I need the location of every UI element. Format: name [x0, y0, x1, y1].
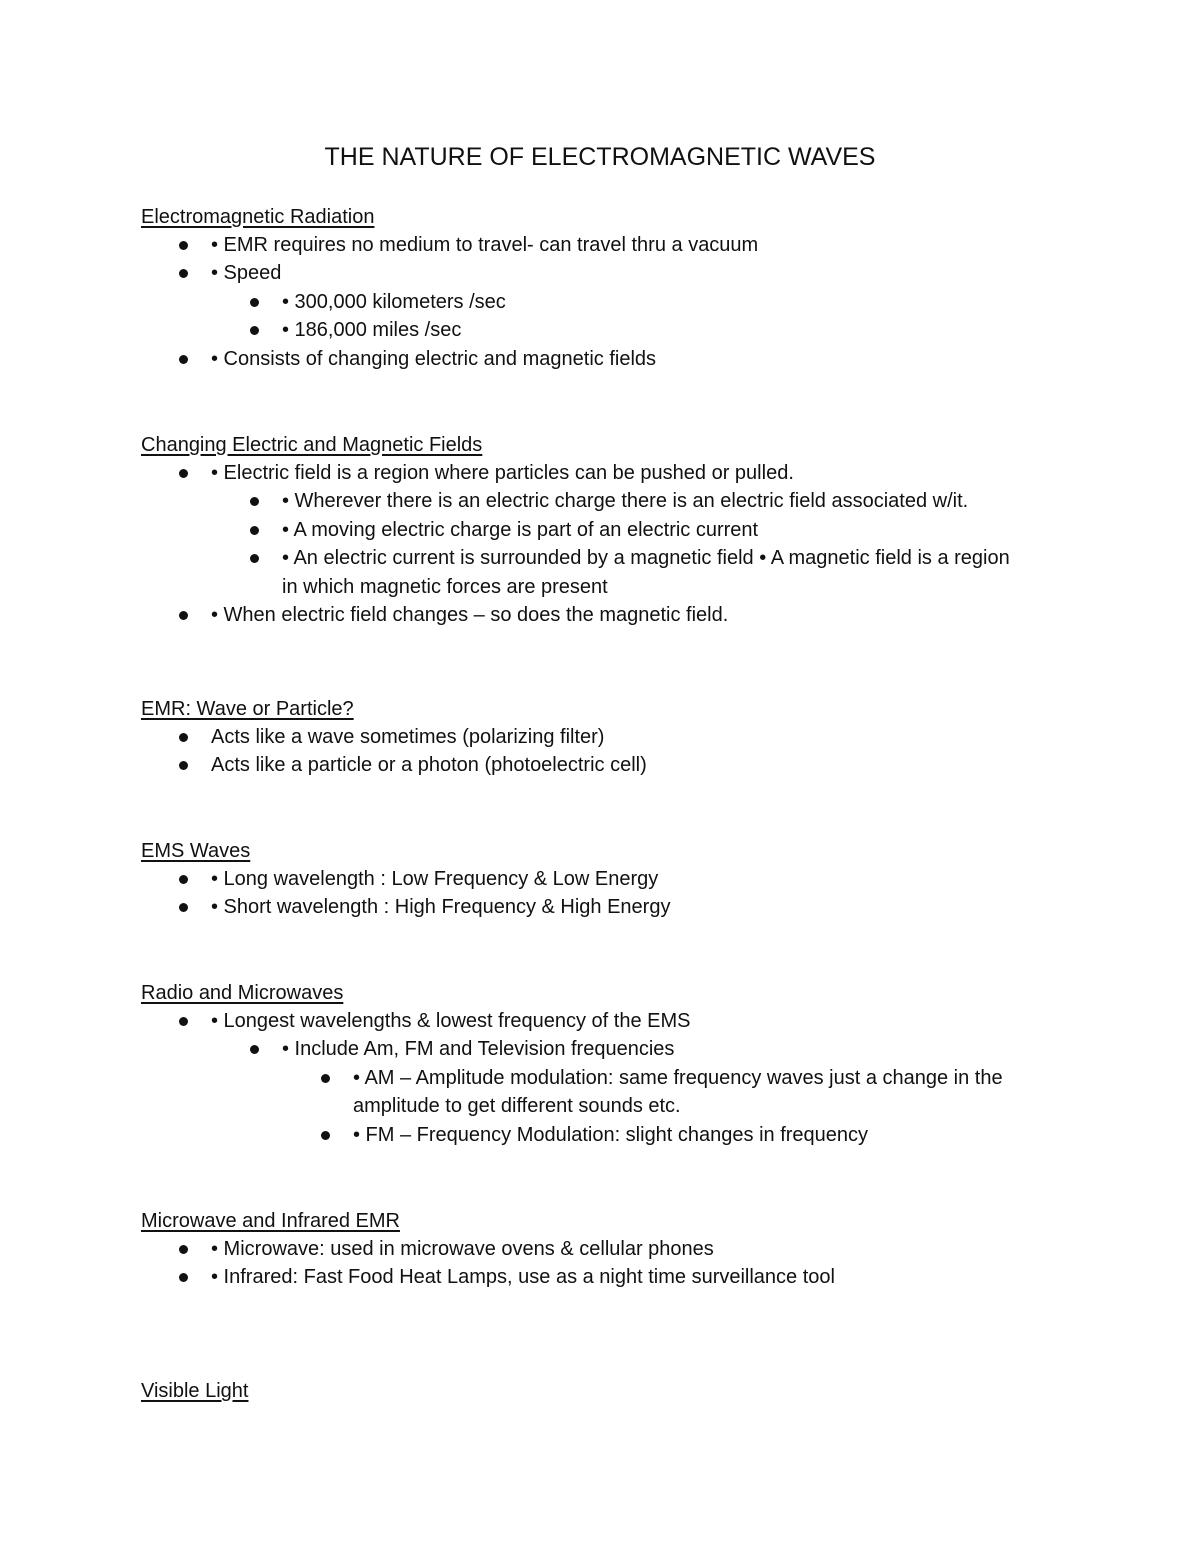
bullet-icon — [179, 1273, 188, 1282]
list-item-text: Acts like a wave sometimes (polarizing filter) — [211, 726, 605, 748]
bullet-icon — [250, 326, 259, 335]
list-item-text: • Infrared: Fast Food Heat Lamps, use as a night time surveillance tool — [211, 1266, 835, 1289]
list-item-text: • An electric current is surrounded by a magnetic field • A magnetic field is a region in which magnetic forces are present — [282, 547, 1010, 598]
bullet-icon — [179, 611, 188, 620]
list-item — [141, 487, 1081, 515]
bullet-icon — [179, 269, 188, 278]
list-item — [141, 751, 1081, 779]
list-item-text: • Electric field is a region where particles can be pushed or pulled. — [211, 462, 794, 484]
list-item-text: • Wherever there is an electric charge there is an electric field associated w/it. — [282, 490, 969, 513]
list-item-text: • Longest wavelengths & lowest frequency of the EMS — [211, 1010, 691, 1032]
list-item-text: • 186,000 miles /sec — [282, 319, 462, 342]
bullet-icon — [179, 469, 188, 478]
list-item-text: • AM – Amplitude modulation: same frequency waves just a change in the amplitude to get different sounds etc. — [353, 1066, 1003, 1118]
list-item-text: • Consists of changing electric and magnetic fields — [211, 347, 657, 370]
bullet-list — [141, 1007, 1081, 1149]
list-item — [141, 1007, 1081, 1035]
bullet-icon — [321, 1074, 330, 1083]
bullet-icon — [179, 761, 188, 770]
list-item-text: • FM – Frequency Modulation: slight changes in frequency — [353, 1123, 869, 1146]
bullet-icon — [321, 1131, 330, 1140]
list-item-text: • Microwave: used in microwave ovens & cellular phones — [211, 1238, 714, 1260]
list-item — [141, 231, 1081, 259]
section-radio-microwaves — [141, 979, 1081, 1149]
section-heading: EMR: Wave or Particle? — [141, 698, 354, 720]
bullet-icon — [179, 355, 188, 364]
section-visible-light — [141, 1377, 1081, 1405]
section-electromagnetic-radiation — [141, 203, 1081, 373]
list-item-text: • Speed — [211, 262, 282, 285]
bullet-icon — [250, 497, 259, 506]
bullet-list — [141, 865, 1081, 922]
bullet-list — [141, 231, 1081, 373]
list-item-text: • 300,000 kilometers /sec — [282, 290, 506, 313]
list-item — [141, 865, 1081, 893]
list-item — [141, 1235, 1081, 1263]
list-item-text: • EMR requires no medium to travel- can travel thru a vacuum — [211, 234, 759, 256]
bullet-icon — [250, 554, 259, 563]
section-wave-or-particle — [141, 695, 1081, 780]
page-title: THE NATURE OF ELECTROMAGNETIC WAVES — [324, 143, 876, 171]
list-item-text: • Short wavelength : High Frequency & High Energy — [211, 896, 671, 919]
bullet-list — [141, 723, 1081, 780]
bullet-icon — [250, 1045, 259, 1054]
bullet-icon — [179, 903, 188, 912]
list-item — [141, 1263, 1081, 1291]
section-heading: Microwave and Infrared EMR — [141, 1210, 400, 1232]
bullet-icon — [179, 241, 188, 250]
bullet-icon — [250, 298, 259, 307]
list-item-text: • When electric field changes – so does the magnetic field. — [211, 604, 729, 627]
list-item-text: • Include Am, FM and Television frequencies — [282, 1038, 675, 1061]
list-item-text: • A moving electric charge is part of an electric current — [282, 518, 759, 541]
section-heading: Visible Light — [141, 1380, 249, 1402]
list-item — [141, 259, 1081, 287]
section-heading: Changing Electric and Magnetic Fields — [141, 434, 483, 456]
list-item — [141, 893, 1081, 921]
list-item — [141, 723, 1081, 751]
list-item — [141, 544, 1012, 601]
section-microwave-infrared — [141, 1207, 1081, 1292]
bullet-icon — [179, 1017, 188, 1026]
list-item — [141, 459, 1081, 487]
list-item — [141, 1035, 1081, 1063]
list-item — [141, 516, 1081, 544]
bullet-icon — [179, 733, 188, 742]
section-heading: Electromagnetic Radiation — [141, 206, 375, 228]
list-item — [141, 1121, 1081, 1149]
bullet-list — [141, 459, 1081, 629]
list-item — [141, 601, 1081, 629]
list-item-text: Acts like a particle or a photon (photoelectric cell) — [211, 754, 647, 777]
bullet-icon — [250, 526, 259, 535]
bullet-icon — [179, 875, 188, 884]
section-heading: EMS Waves — [141, 840, 251, 862]
section-ems-waves — [141, 837, 1081, 922]
list-item — [141, 345, 1081, 373]
list-item — [141, 288, 1081, 316]
bullet-list — [141, 1235, 1081, 1292]
list-item — [141, 316, 1081, 344]
list-item — [141, 1064, 1081, 1121]
list-item-text: • Long wavelength : Low Frequency & Low Energy — [211, 868, 659, 890]
section-heading: Radio and Microwaves — [141, 982, 344, 1004]
bullet-icon — [179, 1245, 188, 1254]
section-changing-fields — [141, 431, 1081, 629]
